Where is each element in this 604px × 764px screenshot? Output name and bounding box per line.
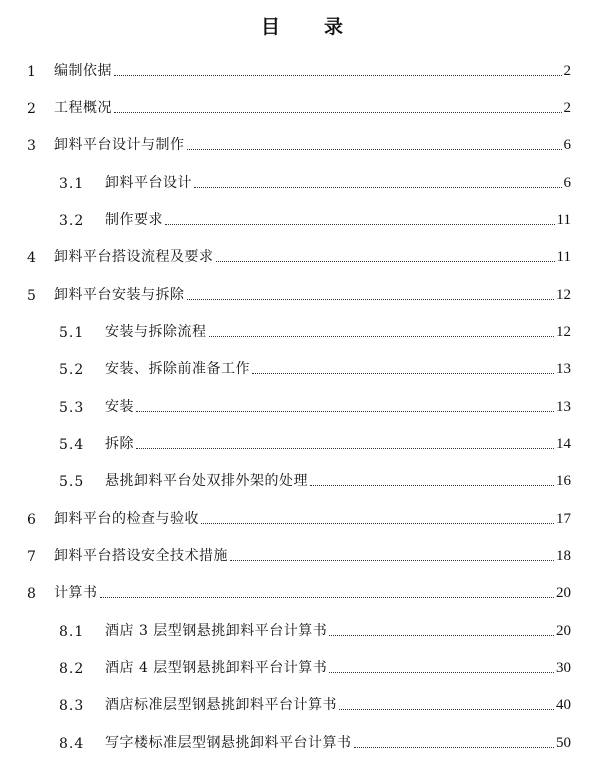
toc-entry-number: 6 <box>27 512 36 528</box>
toc-entry-5-2[interactable] <box>0 354 604 378</box>
toc-leader-dots <box>339 708 554 710</box>
toc-entry-page: 30 <box>556 660 571 676</box>
toc-leader-dots <box>329 671 554 673</box>
toc-entry-2[interactable] <box>0 93 604 117</box>
toc-entry-label: 悬挑卸料平台处双排外架的处理 <box>105 473 308 489</box>
toc-entry-5[interactable] <box>0 280 604 304</box>
toc-entry-1[interactable] <box>0 56 604 80</box>
toc-entry-page: 6 <box>563 175 571 191</box>
toc-leader-dots <box>216 260 555 262</box>
toc-entry-number: 3.1 <box>59 176 85 192</box>
toc-entry-page: 13 <box>556 361 571 377</box>
toc-entry-8-2[interactable] <box>0 653 604 677</box>
toc-leader-dots <box>100 596 555 598</box>
toc-entry-3-1[interactable] <box>0 168 604 192</box>
toc-entry-number: 1 <box>27 64 36 80</box>
toc-title-char-2: 录 <box>324 16 344 38</box>
toc-entry-page: 12 <box>556 287 571 303</box>
toc-entry-number: 5.5 <box>59 474 85 490</box>
toc-title-char-1: 目 <box>260 16 280 38</box>
toc-entry-page: 40 <box>556 697 571 713</box>
toc-entry-page: 16 <box>556 473 571 489</box>
toc-entry-label: 工程概况 <box>54 100 112 116</box>
toc-entry-page: 12 <box>556 324 571 340</box>
toc-entry-label: 卸料平台设计 <box>105 175 192 191</box>
toc-entry-number: 5.2 <box>59 362 85 378</box>
toc-entry-number: 4 <box>27 250 36 266</box>
toc-entry-page: 2 <box>563 63 571 79</box>
toc-leader-dots <box>230 559 554 561</box>
toc-entry-3-2[interactable] <box>0 205 604 229</box>
toc-leader-dots <box>136 447 554 449</box>
toc-leader-dots <box>194 186 562 188</box>
toc-entry-5-1[interactable] <box>0 317 604 341</box>
toc-entry-label: 编制依据 <box>54 63 112 79</box>
toc-leader-dots <box>187 298 555 300</box>
toc-entry-5-5[interactable] <box>0 466 604 490</box>
toc-leader-dots <box>201 522 554 524</box>
toc-entry-number: 5 <box>27 288 36 304</box>
toc-entry-label: 酒店标准层型钢悬挑卸料平台计算书 <box>105 697 337 713</box>
toc-entry-page: 11 <box>556 212 571 228</box>
toc-entry-number: 8 <box>27 586 36 602</box>
toc-leader-dots <box>114 111 562 113</box>
toc-entry-label: 卸料平台搭设流程及要求 <box>54 249 214 265</box>
toc-entry-label: 制作要求 <box>105 212 163 228</box>
toc-entry-label: 计算书 <box>54 585 98 601</box>
toc-entry-number: 8.4 <box>59 736 85 752</box>
toc-entry-number: 8.2 <box>59 661 85 677</box>
toc-entry-label: 写字楼标准层型钢悬挑卸料平台计算书 <box>105 735 352 751</box>
toc-leader-dots <box>252 372 554 374</box>
toc-entry-number: 3 <box>27 138 36 154</box>
toc-entry-number: 8.3 <box>59 698 85 714</box>
toc-entry-label: 卸料平台安装与拆除 <box>54 287 185 303</box>
toc-entry-number: 5.1 <box>59 325 85 341</box>
toc-leader-dots <box>114 74 562 76</box>
toc-entry-label: 卸料平台搭设安全技术措施 <box>54 548 228 564</box>
toc-entry-number: 8.1 <box>59 624 85 640</box>
toc-entry-label: 安装与拆除流程 <box>105 324 207 340</box>
toc-entry-number: 5.4 <box>59 437 85 453</box>
toc-entry-page: 20 <box>556 585 571 601</box>
toc-entry-8[interactable] <box>0 578 604 602</box>
toc-entry-number: 7 <box>27 549 36 565</box>
toc-entry-3[interactable] <box>0 130 604 154</box>
toc-entry-8-4[interactable] <box>0 728 604 752</box>
toc-leader-dots <box>310 484 554 486</box>
toc-entry-page: 18 <box>556 548 571 564</box>
toc-entry-page: 13 <box>556 399 571 415</box>
toc-entry-5-4[interactable] <box>0 429 604 453</box>
toc-entry-label: 酒店 4 层型钢悬挑卸料平台计算书 <box>105 660 328 676</box>
toc-entry-label: 卸料平台设计与制作 <box>54 137 185 153</box>
toc-title <box>0 12 604 39</box>
toc-entry-label: 安装、拆除前准备工作 <box>105 361 250 377</box>
toc-entry-page: 20 <box>556 623 571 639</box>
toc-entry-page: 17 <box>556 511 571 527</box>
toc-entry-label: 安装 <box>105 399 134 415</box>
toc-leader-dots <box>136 410 554 412</box>
toc-entry-5-3[interactable] <box>0 392 604 416</box>
toc-leader-dots <box>209 335 555 337</box>
toc-entry-number: 2 <box>27 101 36 117</box>
toc-entry-page: 50 <box>556 735 571 751</box>
toc-entry-page: 11 <box>556 249 571 265</box>
toc-entry-label: 卸料平台的检查与验收 <box>54 511 199 527</box>
toc-leader-dots <box>354 746 555 748</box>
toc-entry-page: 14 <box>556 436 571 452</box>
toc-entry-page: 2 <box>563 100 571 116</box>
toc-entry-6[interactable] <box>0 504 604 528</box>
toc-leader-dots <box>165 223 555 225</box>
toc-leader-dots <box>187 148 562 150</box>
toc-entry-4[interactable] <box>0 242 604 266</box>
toc-entry-label: 酒店 3 层型钢悬挑卸料平台计算书 <box>105 623 328 639</box>
toc-entry-page: 6 <box>563 137 571 153</box>
toc-entry-7[interactable] <box>0 541 604 565</box>
toc-leader-dots <box>329 634 554 636</box>
toc-entry-8-3[interactable] <box>0 690 604 714</box>
toc-entry-8-1[interactable] <box>0 616 604 640</box>
toc-entry-number: 3.2 <box>59 213 85 229</box>
toc-entry-number: 5.3 <box>59 400 85 416</box>
toc-entry-label: 拆除 <box>105 436 134 452</box>
